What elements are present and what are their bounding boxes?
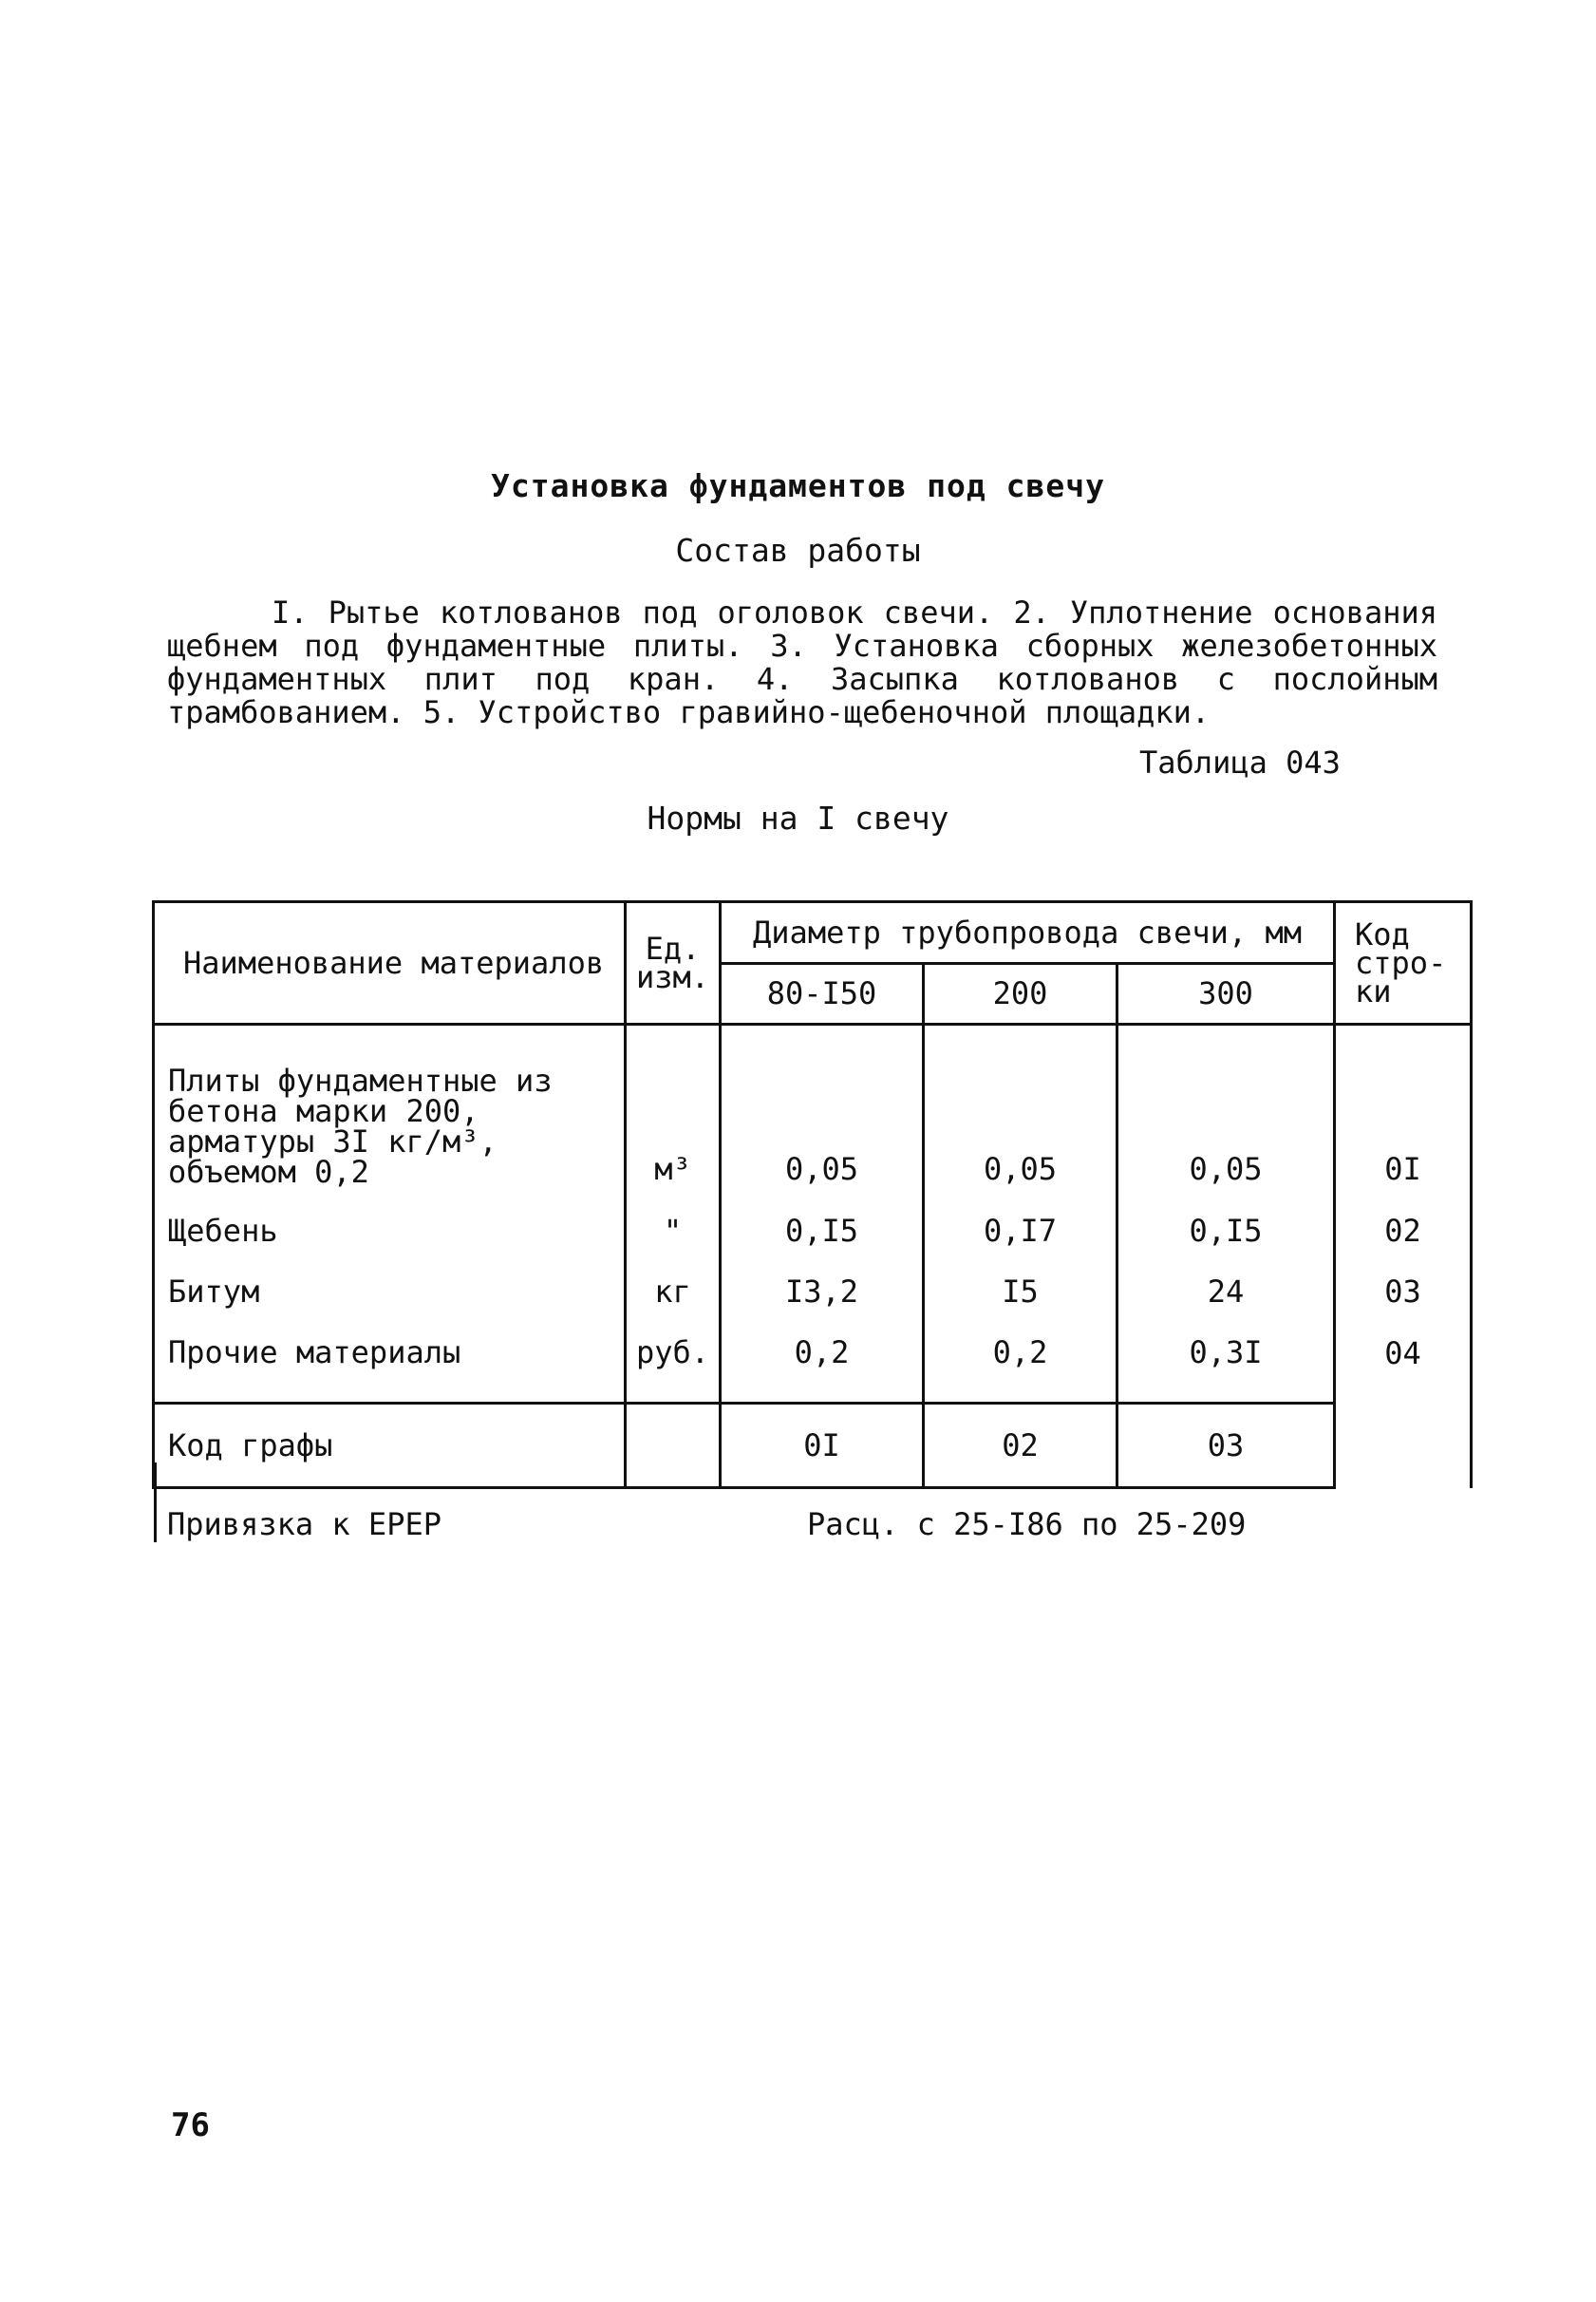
header-diameter-group: Диаметр трубопровода свечи, мм [721, 902, 1335, 964]
value-diameter-1: 0,2 [721, 1322, 924, 1404]
value-diameter-1: 0,I5 [721, 1200, 924, 1261]
header-code-line1: Код [1355, 916, 1410, 953]
value-diameter-3: 0,05 [1117, 1025, 1335, 1201]
header-unit-line1: Ед. [645, 931, 701, 967]
binding-label: Привязка к ЕРЕР [167, 1506, 441, 1542]
header-unit [626, 902, 721, 1025]
table-row [154, 1261, 1472, 1322]
material-unit: руб. [626, 1322, 721, 1404]
work-composition [167, 596, 1437, 729]
table-row [154, 1200, 1472, 1261]
header-material-name: Наименование материалов [154, 902, 626, 1025]
header-diameter-2: 200 [924, 963, 1117, 1025]
value-diameter-1: 0,05 [721, 1025, 924, 1201]
column-code-2: 02 [924, 1404, 1117, 1488]
material-unit: кг [626, 1261, 721, 1322]
row-code: 0I [1335, 1025, 1472, 1201]
header-code-line3: ки [1355, 973, 1392, 1009]
value-diameter-3: 0,I5 [1117, 1200, 1335, 1261]
material-unit: " [626, 1200, 721, 1261]
norms-caption: Нормы на I свечу [647, 800, 949, 837]
header-unit-line2: изм. [635, 959, 710, 995]
table-row [154, 1322, 1472, 1404]
material-name: Плиты фундаментные из бетона марки 200, арматуры 3I кг/м³, объемом 0,2 [154, 1025, 626, 1201]
column-code-label: Код графы [154, 1404, 626, 1488]
value-diameter-2: I5 [924, 1261, 1117, 1322]
page-number: 76 [171, 2106, 210, 2144]
column-code-unit-empty [626, 1404, 721, 1488]
column-code-row [154, 1404, 1472, 1488]
binding-divider [154, 1462, 157, 1542]
row-code: 04 [1335, 1322, 1472, 1404]
header-diameter-3: 300 [1117, 963, 1335, 1025]
table-header-row [154, 902, 1472, 964]
value-diameter-3: 0,3I [1117, 1322, 1335, 1404]
work-composition-text: I. Рытье котлованов под оголовок свечи. 2. Уплотнение основания щебнем под фундаментные плиты. 3. Установка сборных железобетонных фундаментных плит под кран. 4. Засыпка котлованов с послойным трамбованием. 5. Устройство гравийно-щебеночной площадки. [167, 594, 1437, 730]
column-code-3: 03 [1117, 1404, 1335, 1488]
norms-table-container [152, 900, 1470, 1489]
row-code: 03 [1335, 1261, 1472, 1322]
material-unit: м³ [626, 1025, 721, 1201]
table-number: Таблица 043 [1139, 745, 1341, 781]
header-row-code [1335, 902, 1472, 1025]
value-diameter-2: 0,I7 [924, 1200, 1117, 1261]
norms-table [152, 900, 1473, 1489]
value-diameter-1: I3,2 [721, 1261, 924, 1322]
material-name: Битум [154, 1261, 626, 1322]
row-code: 02 [1335, 1200, 1472, 1261]
column-code-empty [1335, 1404, 1472, 1488]
value-diameter-2: 0,05 [924, 1025, 1117, 1201]
header-diameter-1: 80-I50 [721, 963, 924, 1025]
header-code-line2: стро- [1355, 945, 1447, 981]
material-name: Щебень [154, 1200, 626, 1261]
table-row [154, 1025, 1472, 1201]
value-diameter-3: 24 [1117, 1261, 1335, 1322]
value-diameter-2: 0,2 [924, 1322, 1117, 1404]
page-title: Установка фундаментов под свечу [491, 467, 1105, 504]
column-code-1: 0I [721, 1404, 924, 1488]
section-subtitle: Состав работы [675, 532, 921, 569]
material-name: Прочие материалы [154, 1322, 626, 1404]
binding-range: Расц. с 25-I86 по 25-209 [807, 1506, 1247, 1542]
